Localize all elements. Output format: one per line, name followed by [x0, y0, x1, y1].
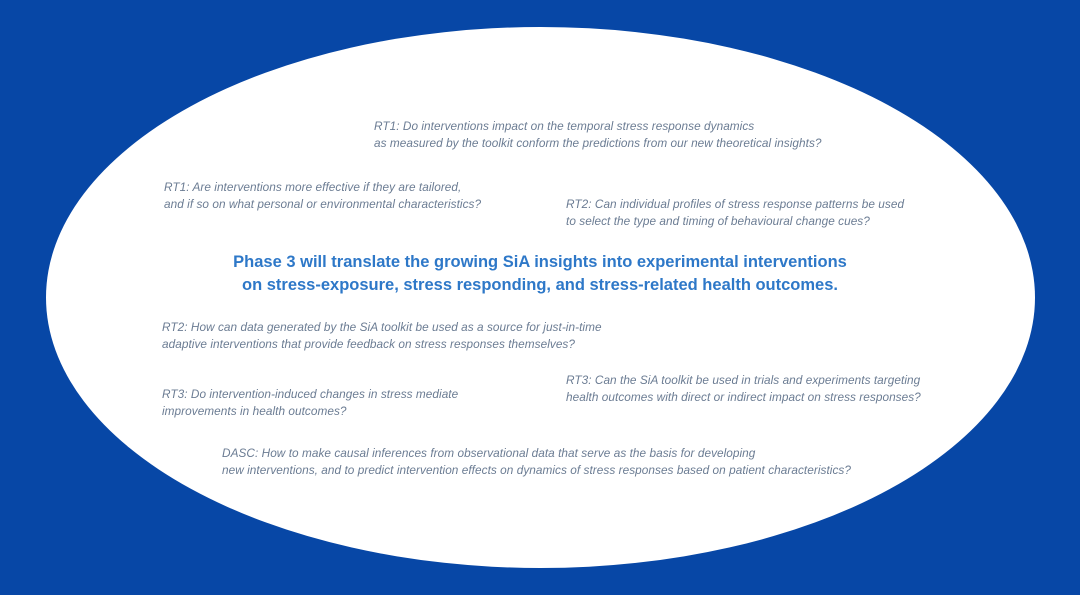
question-line: health outcomes with direct or indirect impact on stress responses? — [566, 390, 921, 404]
question-line: new interventions, and to predict intervention effects on dynamics of stress responses based on patient characteristics? — [222, 463, 851, 477]
question-line: improvements in health outcomes? — [162, 404, 347, 418]
central-headline — [190, 251, 890, 297]
white-ellipse — [46, 27, 1035, 568]
headline-line: Phase 3 will translate the growing SiA insights into experimental interventions — [233, 253, 847, 271]
question-line: RT3: Can the SiA toolkit be used in trials and experiments targeting — [566, 373, 921, 387]
question-line: adaptive interventions that provide feedback on stress responses themselves? — [162, 337, 575, 351]
question-line: RT3: Do intervention-induced changes in stress mediate — [162, 387, 459, 401]
question-rt1-tailored — [164, 179, 481, 213]
headline-line: on stress-exposure, stress responding, and stress-related health outcomes. — [241, 276, 838, 294]
question-line: RT2: How can data generated by the SiA toolkit be used as a source for just-in-time — [162, 320, 602, 334]
question-line: as measured by the toolkit conform the predictions from our new theoretical insights? — [374, 136, 822, 150]
question-rt1-temporal-dynamics — [374, 118, 822, 152]
question-line: DASC: How to make causal inferences from observational data that serve as the basis for developing — [222, 446, 756, 460]
question-line: RT1: Are interventions more effective if they are tailored, — [164, 180, 462, 194]
question-rt3-mediation — [162, 386, 458, 420]
question-line: RT2: Can individual profiles of stress response patterns be used — [566, 197, 905, 211]
question-rt2-profiles — [566, 196, 904, 230]
question-line: RT1: Do interventions impact on the temporal stress response dynamics — [374, 119, 755, 133]
question-rt2-just-in-time — [162, 319, 602, 353]
question-line: and if so on what personal or environmental characteristics? — [164, 197, 482, 211]
question-line: to select the type and timing of behavioural change cues? — [566, 214, 870, 228]
question-rt3-trials — [566, 372, 921, 406]
question-dasc-causal-inference — [222, 445, 851, 479]
